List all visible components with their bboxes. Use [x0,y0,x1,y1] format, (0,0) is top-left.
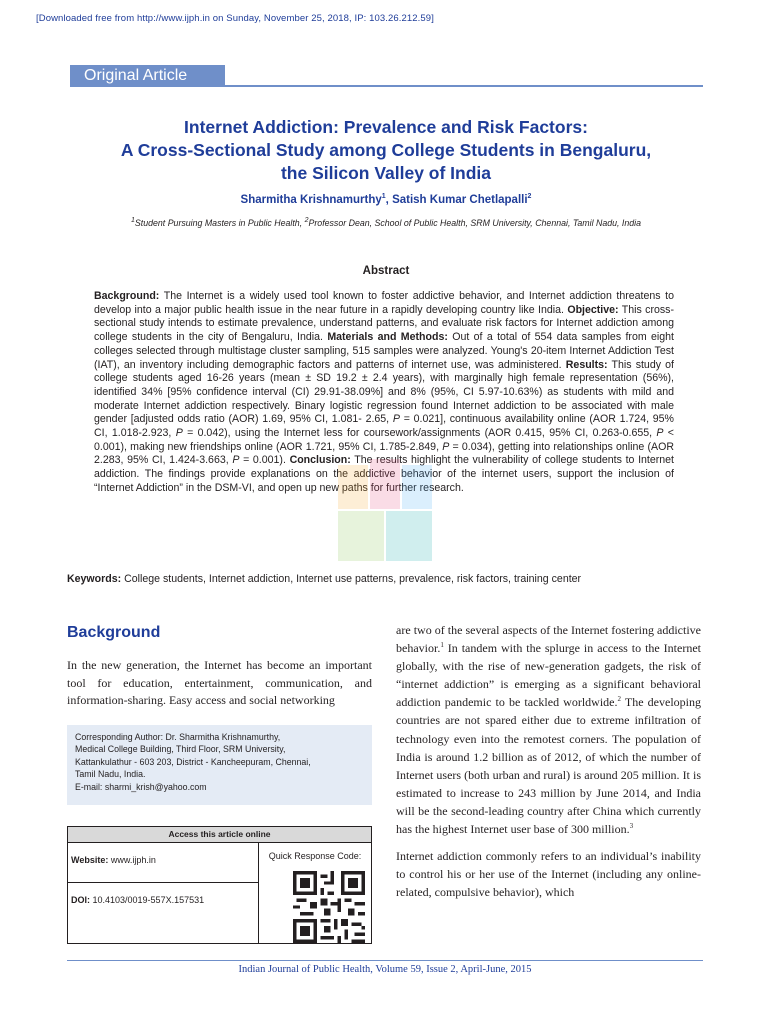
affiliation-superscript: 2 [304,217,309,225]
body-paragraph: Internet addiction commonly refers to an individual’s inability to control his or her use of the Internet (including any online-related, compulsive behavior), which [396,849,701,900]
corr-line: Kattankulathur - 603 203, District - Kancheepuram, Chennai, [75,756,311,767]
download-notice: [Downloaded free from http://www.ijph.in on Sunday, November 25, 2018, IP: 103.26.212.59] [36,13,434,24]
website-row [68,843,258,883]
paragraph-text: The developing countries are not spared either due to extreme infiltration of technology even into the remotest corners. The population of India is around 1.2 billion as of 2012, of which the number of Internet users (both urban and rural) is around 205 million. It is estimated to increase to 243 million by June 2014, and India will be the second-leading country after China which currently has the highest Internet user base of 300 million. [396,695,701,837]
corr-line: Corresponding Author: Dr. Sharmitha Krishnamurthy, [75,732,281,742]
abstract-label: Background: [94,290,160,302]
qr-code-icon[interactable] [293,871,365,943]
website-label: Website: [71,855,109,865]
access-online-box [67,826,372,944]
citation-ref[interactable]: 2 [617,695,621,704]
abstract-label: Objective: [567,303,619,316]
article-type-badge: Original Article [70,65,225,87]
article-title [70,116,702,185]
body-paragraph [396,621,701,838]
paragraph-text: In tandem with the splurge in access to the Internet globally, with the rise of new-generation gadgets, the risk of “internet addiction” is emerging as a significant behavioral addiction pandemic to be tackled worldwide. [396,641,701,710]
title-line: A Cross-Sectional Study among College Students in Bengaluru, [120,140,652,160]
affiliation [70,218,702,228]
qr-panel [259,843,371,943]
abstract-text: = 0.034), getting into relationships online (AOR 2.283, 95% CI, 1.424-3.663, [94,440,674,467]
abstract-text: Out of a total of 554 data samples from eight colleges selected through multistage cluster sampling, 515 samples were analyzed. Young's 20-item Internet Addiction Test (IAT), an inventory including demographic factors and patterns of internet use, was administered. [94,331,674,371]
p-value-symbol: P [442,440,450,453]
journal-footer: Indian Journal of Public Health, Volume 59, Issue 2, April-June, 2015 [238,964,532,975]
footer-rule [67,960,703,961]
right-column-text [396,621,701,901]
abstract-text: = 0.021], continuous availability online (AOR 1.724, 95% CI, 1.018-2.923, [94,413,674,440]
doi-label: DOI: [71,895,90,905]
abstract-body [94,290,674,496]
abstract-label: Materials and Methods: [327,331,448,344]
corr-email: E-mail: sharmi_krish@yahoo.com [75,781,207,792]
doi-row [68,883,258,905]
body-paragraph: In the new generation, the Internet has become an important tool for education, entertainment, communication, and information-sharing. Easy access and social networking [67,658,372,707]
p-value-symbol: P [392,413,400,426]
p-value-symbol: P [656,427,664,440]
author-separator: , [385,194,393,206]
affiliation-text: Student Pursuing Masters in Public Health, [134,218,305,228]
qr-label: Quick Response Code: [268,851,362,861]
author-name: Sharmitha Krishnamurthy [240,194,382,206]
paragraph-text: are two of the several aspects of the Internet fostering addictive behavior. [396,623,701,656]
abstract-text: This cross-sectional study intends to estimate prevalence, understand patterns, and evaluate risk factors for Internet addiction among college students in the city of Bengaluru, India. [94,303,675,344]
author-list [70,194,702,206]
abstract-label: Results: [565,358,608,371]
corresponding-author-box [67,725,372,805]
affiliation-text: Professor Dean, School of Public Health, SRM University, Chennai, Tamil Nadu, India [308,218,641,228]
abstract-label: Conclusion: [289,454,351,467]
affiliation-superscript: 1 [131,217,135,225]
keywords [67,573,707,585]
abstract-text: = 0.001). [239,454,290,467]
citation-ref[interactable]: 3 [629,822,634,831]
header-rule [225,85,703,87]
corr-line: Tamil Nadu, India. [75,769,146,780]
keywords-text: College students, Internet addiction, Internet use patterns, prevalence, risk factors, training center [121,573,582,585]
abstract-heading: Abstract [362,265,410,277]
author-name: Satish Kumar Chetlapalli [392,194,528,206]
abstract-text: The Internet is a widely used tool known to foster addictive behavior, and Internet addiction threatens to develop into a major public health issue in the near future in a rapidly developing country like India. [94,290,674,316]
keywords-label: Keywords: [67,573,122,585]
access-info [68,843,259,943]
author-superscript: 2 [527,193,532,201]
abstract-text: This study of college students aged 16-26 years (mean ± SD 19.2 ± 2.4 years), with marginally high female representation (56%), identified 34% [95% confidence interval (CI) 29.91-38.09%] and 8% (95%, CI 5.97-10.63%) as students with mild and moderate Internet addiction respectively. Binary logistic regression found Internet addiction to be associated with male gender [adjusted odds ratio (AOR) 1.69, 95% CI, 1.081- 2.65, [94,358,674,426]
doi-value: 10.4103/0019-557X.157531 [90,895,205,905]
abstract-text: The results highlight the vulnerability of college students to Internet addiction. The findings provide explanations on the addictive behavior of the internet users, support the inclusion of “Internet Addiction” in the DSM-VI, and open up new paths for further research. [94,454,674,494]
p-value-symbol: P [175,427,183,440]
website-link[interactable]: www.ijph.in [108,855,156,865]
abstract-text: = 0.042), using the Internet less for coursework/assignments (AOR 0.415, 95% CI, 0.263-0.655, [182,427,657,440]
p-value-symbol: P [232,454,240,467]
title-line: Internet Addiction: Prevalence and Risk Factors: [184,117,588,137]
section-heading-background: Background [67,624,161,641]
citation-ref[interactable]: 1 [440,641,444,650]
access-heading: Access this article online [68,827,371,843]
abstract-text: < 0.001), making new friendships online (AOR 1.721, 95% CI, 1.785-2.849, [94,427,674,453]
corr-line: Medical College Building, Third Floor, SRM University, [75,744,286,755]
author-superscript: 1 [381,193,386,201]
title-line: the Silicon Valley of India [280,163,492,183]
